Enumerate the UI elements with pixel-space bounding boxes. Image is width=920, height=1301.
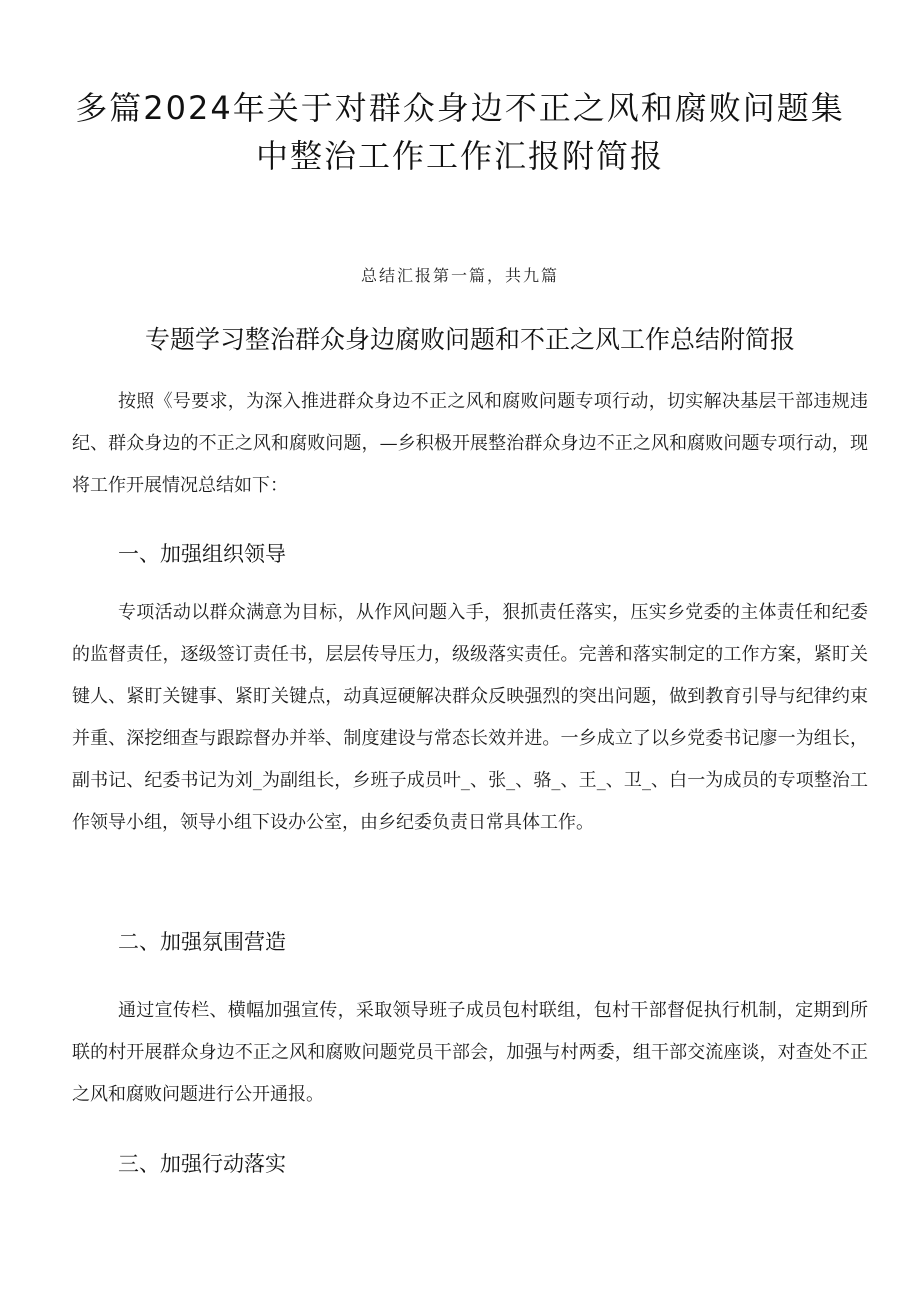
section-heading-2: 二、加强氛围营造 bbox=[118, 930, 286, 954]
document-subtitle: 总结汇报第一篇，共九篇 bbox=[360, 266, 559, 285]
article-title: 专题学习整治群众身边腐败问题和不正之风工作总结附简报 bbox=[144, 325, 795, 354]
intro-paragraph: 按照《号要求，为深入推进群众身边不正之风和腐败问题专项行动，切实解决基层干部违规违纪、群众身边的不正之风和腐败问题，—乡积极开展整治群众身边不正之风和腐败问题专项行动，现将工作开展情况总结如下： bbox=[72, 391, 868, 496]
section-heading-3: 三、加强行动落实 bbox=[118, 1152, 286, 1176]
document-title: 多篇2024年关于对群众身边不正之风和腐败问题集中整治工作工作汇报附简报 bbox=[75, 89, 845, 175]
section-body-1: 专项活动以群众满意为目标，从作风问题入手，狠抓责任落实，压实乡党委的主体责任和纪委的监督责任，逐级签订责任书，层层传导压力，级级落实责任。完善和落实制定的工作方案，紧盯关键人、紧盯关键事、紧盯关键点，动真逗硬解决群众反映强烈的突出问题，做到教育引导与纪律约束并重、深挖细查与跟踪督办并举、制度建设与常态长效并进。一乡成立了以乡党委书记廖一为组长，副书记、纪委书记为刘_为副组长，乡班子成员叶_、张_、骆_、王_、卫_、白一为成员的专项整治工作领导小组，领导小组下设办公室，由乡纪委负责日常具体工作。 bbox=[72, 602, 868, 833]
section-heading-1: 一、加强组织领导 bbox=[118, 542, 286, 566]
section-body-2: 通过宣传栏、横幅加强宣传，采取领导班子成员包村联组，包村干部督促执行机制，定期到所联的村开展群众身边不正之风和腐败问题党员干部会，加强与村两委，组干部交流座谈，对查处不正之风和腐败问题进行公开通报。 bbox=[72, 1000, 868, 1105]
